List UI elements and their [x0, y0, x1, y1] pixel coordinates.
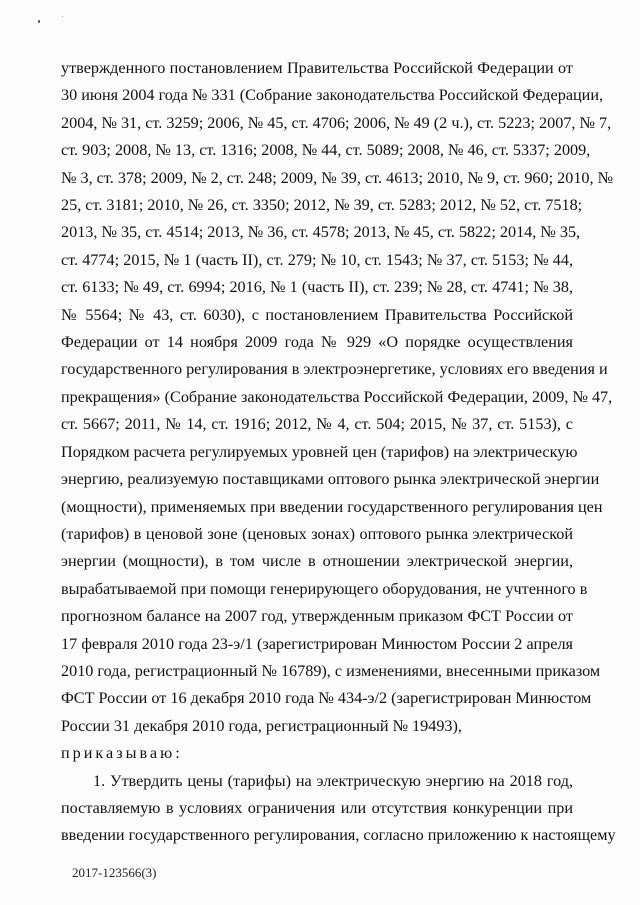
text-line: 25, ст. 3181; 2010, № 26, ст. 3350; 2012, № 39, ст. 5283; 2012, № 52, ст. 7518; — [61, 196, 583, 215]
scan-speck — [62, 16, 63, 17]
document-body — [61, 55, 616, 850]
text-line: энергии (мощности), в том числе в отношении электрической энергии, — [61, 552, 573, 571]
text-line: государственного регулирования в электроэнергетике, условиях его введения и — [61, 360, 608, 379]
item-1-line: 1. Утвердить цены (тарифы) на электрическую энергию на 2018 год, — [93, 771, 573, 790]
text-line: прогнозном балансе на 2007 год, утвержденным приказом ФСТ России от — [61, 607, 573, 626]
text-line: прекращения» (Собрание законодательства Российской Федерации, 2009, № 47, — [61, 387, 613, 406]
text-line: ст. 4774; 2015, № 1 (часть II), ст. 279; № 10, ст. 1543; № 37, ст. 5153; № 44, — [61, 250, 573, 269]
text-line: 17 февраля 2010 года 23-э/1 (зарегистрирован Минюстом России 2 апреля — [61, 634, 573, 653]
document-footer-code: 2017-123566(3) — [72, 865, 157, 880]
text-line: № 3, ст. 378; 2009, № 2, ст. 248; 2009, № 39, ст. 4613; 2010, № 9, ст. 960; 2010, № — [61, 168, 614, 187]
scan-speck — [38, 20, 40, 23]
text-line: 2013, № 35, ст. 4514; 2013, № 36, ст. 4578; 2013, № 45, ст. 5822; 2014, № 35, — [61, 223, 581, 242]
text-line: ФСТ России от 16 декабря 2010 года № 434-э/2 (зарегистрирован Минюстом — [61, 689, 592, 708]
text-line: (мощности), применяемых при введении государственного регулирования цен — [61, 497, 603, 516]
text-line: ст. 5667; 2011, № 14, ст. 1916; 2012, № 4, ст. 504; 2015, № 37, ст. 5153), с — [61, 415, 573, 434]
text-line: (тарифов) в ценовой зоне (ценовых зонах) оптового рынка электрической — [61, 524, 573, 543]
text-line: ст. 903; 2008, № 13, ст. 1316; 2008, № 44, ст. 5089; 2008, № 46, ст. 5337; 2009, — [61, 141, 591, 160]
text-line: Федерации от 14 ноября 2009 года № 929 «О порядке осуществления — [61, 333, 573, 352]
order-command: приказываю: — [61, 744, 183, 763]
text-line: энергию, реализуемую поставщиками оптового рынка электрической энергии — [61, 470, 600, 489]
text-line: 2010 года, регистрационный № 16789), с изменениями, внесенными приказом — [61, 661, 601, 680]
text-line: 2004, № 31, ст. 3259; 2006, № 45, ст. 4706; 2006, № 49 (2 ч.), ст. 5223; 2007, № 7, — [61, 113, 612, 132]
item-1-line: поставляемую в условиях ограничения или отсутствия конкуренции при — [61, 798, 573, 817]
text-line: 30 июня 2004 года № 331 (Собрание законодательства Российской Федерации, — [61, 86, 604, 105]
text-line: вырабатываемой при помощи генерирующего оборудования, не учтенного в — [61, 579, 588, 598]
text-line: ст. 6133; № 49, ст. 6994; 2016, № 1 (часть II), ст. 239; № 28, ст. 4741; № 38, — [61, 278, 573, 297]
text-line: России 31 декабря 2010 года, регистрационный № 19493), — [61, 716, 462, 735]
text-line: утвержденного постановлением Правительства Российской Федерации от — [61, 59, 573, 77]
item-1-line: введении государственного регулирования, согласно приложению к настоящему — [61, 826, 616, 845]
text-line: Порядком расчета регулируемых уровней цен (тарифов) на электрическую — [61, 442, 578, 461]
text-line: № 5564; № 43, ст. 6030), с постановлением Правительства Российской — [61, 305, 573, 324]
